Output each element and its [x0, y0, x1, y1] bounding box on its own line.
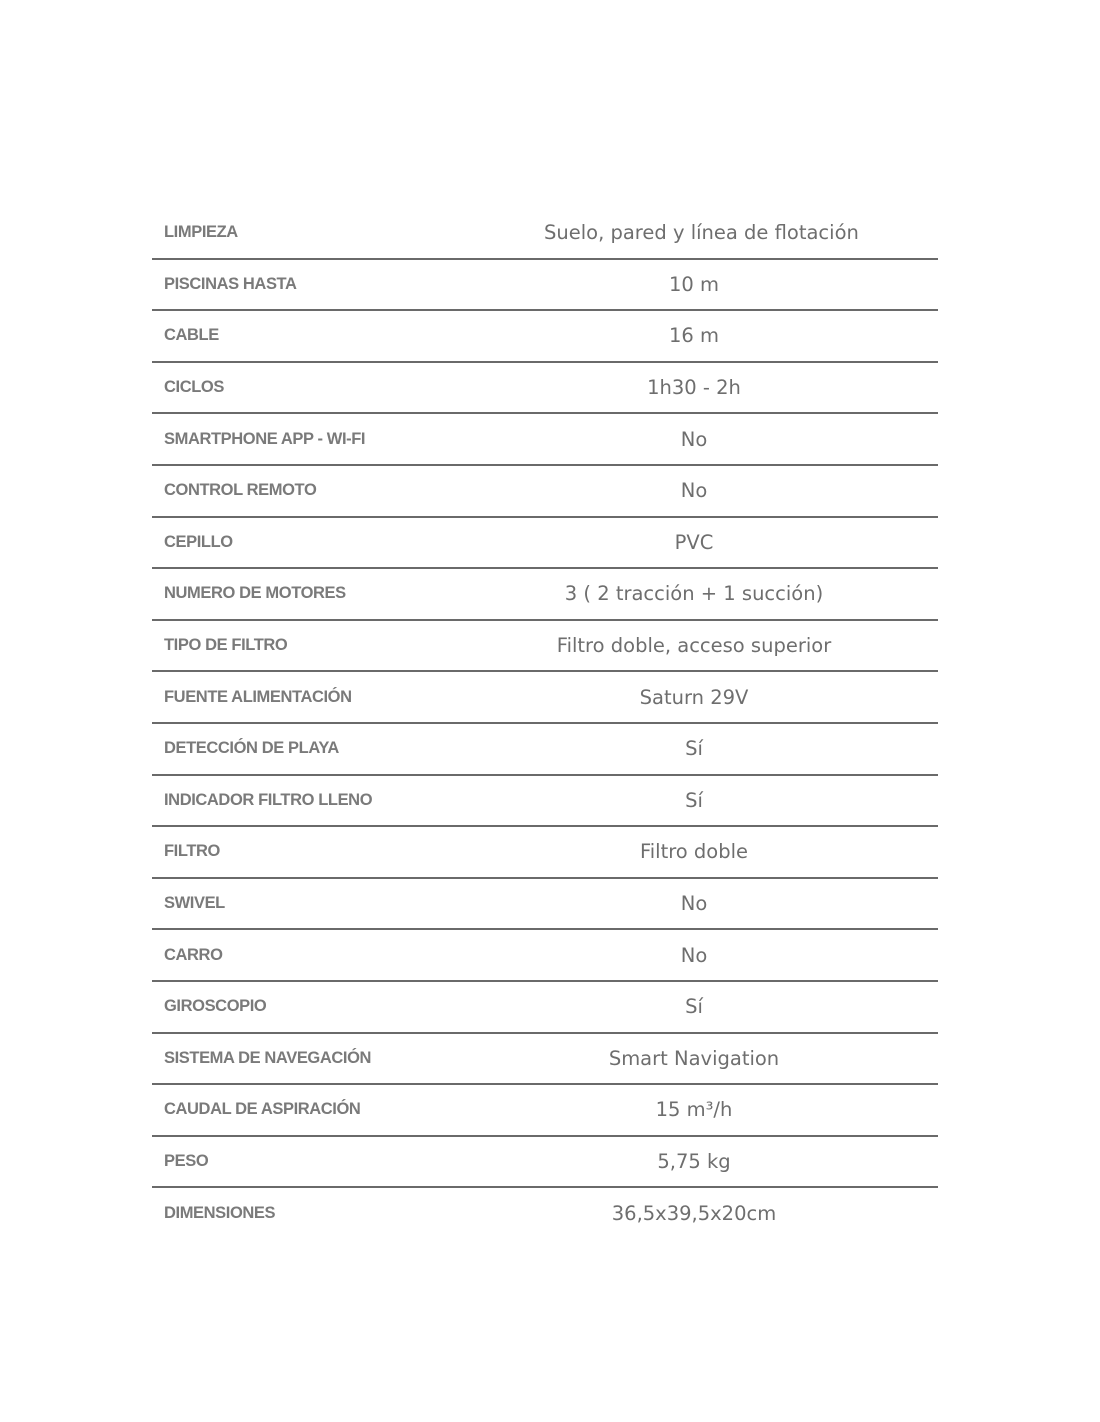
spec-value: Sí — [685, 995, 703, 1019]
spec-label: PESO — [164, 1151, 209, 1170]
spec-label: CICLOS — [164, 378, 224, 397]
spec-value: Filtro doble, acceso superior — [556, 634, 832, 658]
spec-label: DIMENSIONES — [164, 1203, 276, 1222]
spec-row-tipo-de-filtro — [152, 621, 938, 673]
spec-label: CEPILLO — [164, 532, 233, 551]
spec-value: 16 m — [668, 324, 719, 348]
spec-row-piscinas-hasta — [152, 260, 938, 312]
spec-value: 15 m³/h — [655, 1098, 733, 1122]
spec-label: SMARTPHONE APP - WI-FI — [164, 429, 366, 448]
spec-value: 36,5x39,5x20cm — [611, 1201, 777, 1225]
spec-row-fuente-alimentacion — [152, 672, 938, 724]
spec-row-deteccion-de-playa — [152, 724, 938, 776]
spec-row-numero-de-motores — [152, 569, 938, 621]
spec-value: No — [680, 479, 708, 503]
spec-row-filtro — [152, 827, 938, 879]
spec-row-peso — [152, 1137, 938, 1189]
spec-row-sistema-de-navegacion — [152, 1034, 938, 1086]
spec-row-caudal-de-aspiracion — [152, 1085, 938, 1137]
spec-row-smartphone-app — [152, 414, 938, 466]
spec-label: INDICADOR FILTRO LLENO — [164, 790, 373, 809]
spec-row-carro — [152, 930, 938, 982]
spec-value: 3 ( 2 tracción + 1 succión) — [564, 582, 824, 606]
spec-value: Smart Navigation — [608, 1046, 780, 1070]
spec-label: CABLE — [164, 326, 219, 345]
spec-value: No — [680, 892, 708, 916]
spec-label: GIROSCOPIO — [164, 997, 267, 1016]
spec-label: PISCINAS HASTA — [164, 274, 297, 293]
spec-value: No — [680, 427, 708, 451]
spec-label: CAUDAL DE ASPIRACIÓN — [164, 1100, 361, 1119]
spec-row-cepillo — [152, 518, 938, 570]
spec-value: No — [680, 943, 708, 967]
spec-value: Sí — [685, 737, 703, 761]
spec-row-ciclos — [152, 363, 938, 415]
spec-label: FUENTE ALIMENTACIÓN — [164, 687, 352, 706]
spec-value: Suelo, pared y línea de flotación — [544, 221, 859, 245]
spec-table — [152, 208, 938, 1238]
spec-row-swivel — [152, 879, 938, 931]
spec-value: 5,75 kg — [657, 1149, 731, 1173]
spec-value: 1h30 - 2h — [647, 376, 741, 400]
spec-label: NUMERO DE MOTORES — [164, 584, 346, 603]
spec-label: SWIVEL — [164, 894, 225, 913]
spec-value: 10 m — [668, 272, 719, 296]
spec-value: Filtro doble — [639, 840, 749, 864]
spec-row-limpieza — [152, 208, 938, 260]
spec-label: TIPO DE FILTRO — [164, 636, 288, 655]
spec-label: CARRO — [164, 945, 223, 964]
spec-label: LIMPIEZA — [164, 223, 238, 242]
spec-row-indicador-filtro-lleno — [152, 776, 938, 828]
spec-value: Sí — [685, 788, 703, 812]
spec-value: PVC — [674, 530, 714, 554]
spec-label: FILTRO — [164, 842, 220, 861]
spec-row-control-remoto — [152, 466, 938, 518]
spec-label: CONTROL REMOTO — [164, 481, 317, 500]
spec-label: DETECCIÓN DE PLAYA — [164, 739, 339, 758]
spec-value: Saturn 29V — [639, 685, 749, 709]
spec-row-giroscopio — [152, 982, 938, 1034]
spec-label: SISTEMA DE NAVEGACIÓN — [164, 1048, 372, 1067]
spec-row-dimensiones — [152, 1188, 938, 1238]
spec-row-cable — [152, 311, 938, 363]
